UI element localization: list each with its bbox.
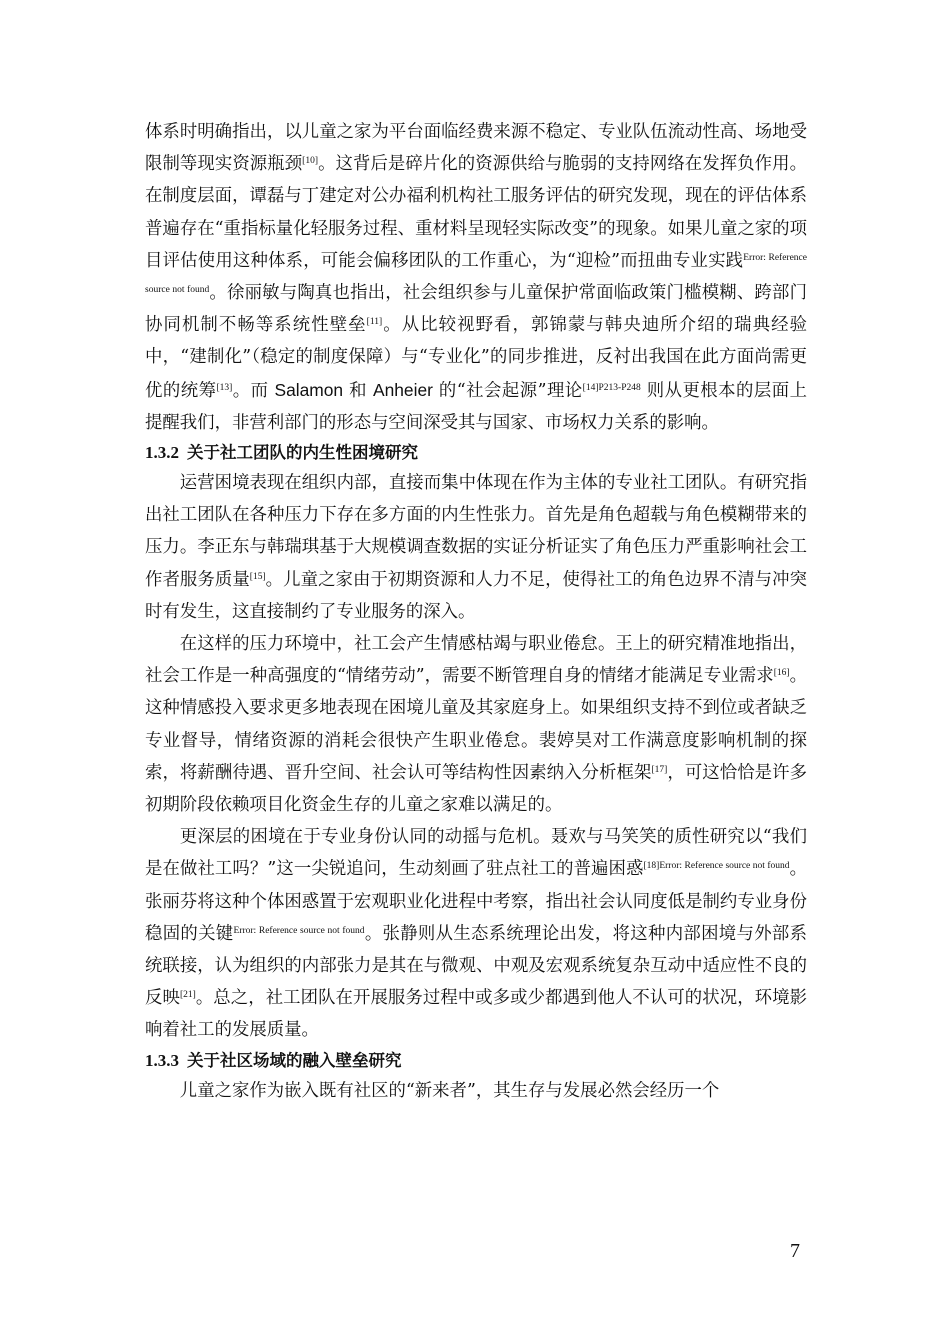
text-run: 。徐丽敏与陶真也指出，社会组织参与儿童保护常面临政策门槛模糊、跨部门协同机制不畅等系统性壁垒 bbox=[145, 283, 807, 336]
author-name: Anheier bbox=[372, 379, 433, 400]
text-run: 和 bbox=[343, 380, 373, 401]
section-number: 1.3.3 bbox=[145, 1050, 179, 1070]
text-run: 则从更根本的层面上提醒我们，非营利部门的形态与空间深受其与国家、市场权力关系的影响。 bbox=[145, 380, 808, 433]
text-run: 在这样的压力环境中，社工会产生情感枯竭与职业倦怠。王上的研究精准地指出，社会工作是一种高强度的“情绪劳动”，需要不断管理自身的情绪才能满足专业需求 bbox=[145, 634, 807, 687]
section-title: 关于社区场域的融入壁垒研究 bbox=[187, 1050, 402, 1070]
reference-error: Error: Reference source not found bbox=[233, 925, 365, 936]
text-run: 。这背后是碎片化的资源供给与脆弱的支持网络在发挥负作用。在制度层面，谭磊与丁建定对公办福利机构社工服务评估的研究发现，现在的评估体系普遍存在“重指标量化轻服务过程、重材料呈现轻实际改变”的现象。如果儿童之家的项目评估使用这种体系，可能会偏移团队的工作重心，为“迎检”而扭曲专业实践 bbox=[145, 154, 807, 271]
citation: [10] bbox=[302, 156, 318, 167]
paragraph bbox=[145, 1075, 807, 1107]
section-heading bbox=[145, 439, 807, 467]
author-name: Salamon bbox=[274, 379, 344, 400]
citation: [13] bbox=[216, 382, 233, 393]
page-number: 7 bbox=[790, 1240, 800, 1262]
text-run: 。而 bbox=[232, 380, 275, 401]
reference-error: Error: Reference source not found bbox=[659, 861, 790, 872]
text-run: ，可这恰恰是许多初期阶段依赖项目化资金生存的儿童之家难以满足的。 bbox=[145, 762, 807, 816]
text-run: 。张静则从生态系统理论出发，将这种内部困境与外部系统联接，认为组织的内部张力是其在与微观、中观及宏观系统复杂互动中适应性不良的反映 bbox=[145, 923, 807, 1009]
citation: [18] bbox=[643, 861, 660, 872]
text-run: 。儿童之家由于初期资源和人力不足，使得社工的角色边界不清与冲突时有发生，这直接制约了专业服务的深入。 bbox=[145, 569, 807, 622]
text-run: 。张丽芬将这种个体困惑置于宏观职业化进程中考察，指出社会认同度低是制约专业身份稳固的关键 bbox=[145, 859, 807, 944]
text-run: 运营困境表现在组织内部，直接而集中体现在作为主体的专业社工团队。有研究指出社工团队在各种压力下存在多方面的内生性张力。首先是角色超载与角色模糊带来的压力。李正东与韩瑞琪基于大规模调查数据的实证分析证实了角色压力严重影响社会工作者服务质量 bbox=[145, 473, 807, 590]
body-text bbox=[145, 116, 807, 1107]
text-run: 的“社会起源”理论 bbox=[432, 380, 583, 401]
paragraph bbox=[145, 628, 807, 821]
citation: [17] bbox=[651, 764, 668, 775]
citation: [11] bbox=[366, 317, 383, 328]
section-title: 关于社工团队的内生性困境研究 bbox=[187, 443, 418, 463]
paragraph bbox=[145, 116, 807, 439]
paragraph bbox=[145, 821, 807, 1046]
citation: [21] bbox=[179, 990, 196, 1001]
citation: [16] bbox=[773, 668, 790, 679]
text-run: 体系时明确指出，以儿童之家为平台面临经费来源不稳定、专业队伍流动性高、场地受限制等现实资源瓶颈 bbox=[145, 122, 807, 175]
paragraph bbox=[145, 467, 807, 628]
section-number: 1.3.2 bbox=[145, 443, 179, 463]
section-heading bbox=[145, 1047, 807, 1075]
text-run: 。这种情感投入要求更多地表现在困境儿童及其家庭身上。如果组织支持不到位或者缺乏专业督导，情绪资源的消耗会很快产生职业倦怠。裴婷昊对工作满意度影响机制的探索，将薪酬待遇、晋升空间、社会认可等结构性因素纳入分析框架 bbox=[145, 666, 807, 783]
citation: [14]P213-P248 bbox=[582, 382, 641, 393]
text-run: 更深层的困境在于专业身份认同的动摇与危机。聂欢与马笑笑的质性研究以“我们是在做社工吗？”这一尖锐追问，生动刻画了驻点社工的普遍困惑 bbox=[145, 827, 807, 880]
reference-error: Error: Reference source not found bbox=[145, 252, 807, 296]
text-run: 。从比较视野看，郭锦蒙与韩央迪所介绍的瑞典经验中，“建制化”（稳定的制度保障）与“专业化”的同步推进，反衬出我国在此方面尚需更优的统筹 bbox=[145, 315, 807, 401]
text-run: 。总之，社工团队在开展服务过程中或多或少都遇到他人不认可的状况，环境影响着社工的发展质量。 bbox=[145, 988, 807, 1041]
citation: [15] bbox=[249, 571, 266, 582]
text-run: 儿童之家作为嵌入既有社区的“新来者”，其生存与发展必然会经历一个 bbox=[179, 1080, 720, 1101]
